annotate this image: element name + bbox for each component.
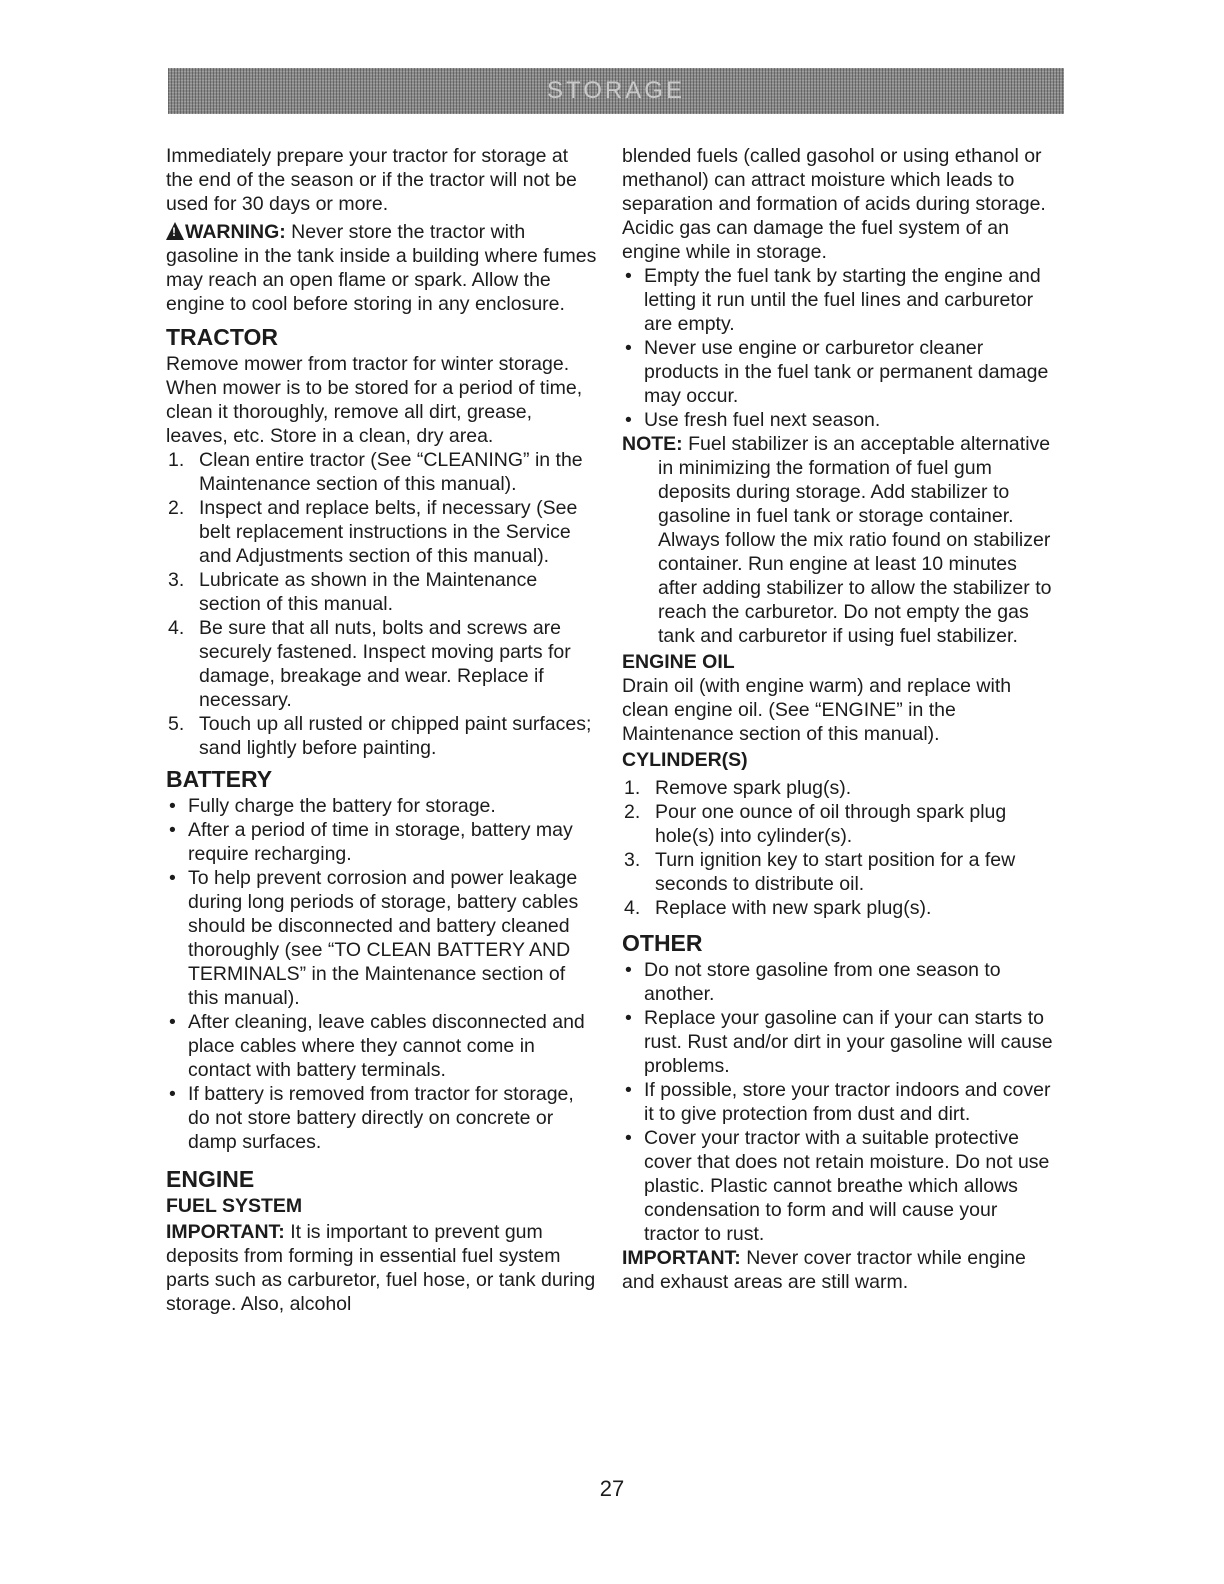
note-label: NOTE: — [622, 433, 683, 455]
tractor-steps — [166, 448, 598, 760]
list-item: 1. Remove spark plug(s). — [624, 777, 852, 799]
tractor-intro: Remove mower from tractor for winter storage. When mower is to be stored for a period of time, clean it thoroughly, remove all dirt, grease, leaves, etc. Store in a clean, dry area. — [166, 353, 583, 447]
list-item: • Replace your gasoline can if your can starts to rust. Rust and/or dirt in your gasoline will cause problems. — [625, 1007, 1053, 1077]
warning-triangle-icon — [166, 222, 184, 240]
list-item: 4. Replace with new spark plug(s). — [624, 897, 932, 919]
cylinders-heading: CYLINDER(S) — [622, 749, 748, 771]
engine-heading: ENGINE — [166, 1166, 255, 1192]
right-column — [622, 144, 1058, 1294]
cylinder-steps — [622, 776, 1058, 920]
list-item: • Never use engine or carburetor cleaner products in the fuel tank or permanent damage may occur. — [625, 337, 1049, 407]
fuel-bullets — [622, 264, 1058, 432]
fuel-important — [166, 1220, 598, 1316]
left-column — [166, 144, 598, 1316]
warning-label: WARNING: — [185, 221, 286, 243]
list-item: • Fully charge the battery for storage. — [169, 795, 496, 817]
battery-bullets — [166, 794, 598, 1154]
warning-block — [166, 220, 598, 316]
important-label: IMPORTANT: — [622, 1247, 741, 1269]
list-item: • Use fresh fuel next season. — [625, 409, 881, 431]
other-heading: OTHER — [622, 930, 703, 956]
list-item: 3. Lubricate as shown in the Maintenance section of this manual. — [168, 569, 538, 615]
tractor-heading: TRACTOR — [166, 324, 279, 350]
list-item: 2. Inspect and replace belts, if necessary (See belt replacement instructions in the Service and Adjustments section of this manual). — [168, 497, 578, 567]
list-item: • Empty the fuel tank by starting the engine and letting it run until the fuel lines and carburetor are empty. — [625, 265, 1041, 335]
other-important — [622, 1246, 1058, 1294]
storage-banner — [168, 68, 1064, 114]
list-item: 3. Turn ignition key to start position for a few seconds to distribute oil. — [624, 849, 1016, 895]
important-text: It is important to prevent gum deposits from forming in essential fuel system parts such as carburetor, fuel hose, or tank during storage. Also, alcohol — [166, 1221, 596, 1315]
other-bullets — [622, 958, 1058, 1246]
note-block — [622, 432, 1058, 648]
continued-text: blended fuels (called gasohol or using ethanol or methanol) can attract moisture which leads to separation and formation of acids during storage. Acidic gas can damage the fuel system of an engine while in storage. — [622, 145, 1046, 263]
important-text: Never cover tractor while engine and exhaust areas are still warm. — [622, 1247, 1026, 1293]
list-item: • After cleaning, leave cables disconnected and place cables where they cannot come in contact with battery terminals. — [169, 1011, 585, 1081]
list-item: 2. Pour one ounce of oil through spark plug hole(s) into cylinder(s). — [624, 801, 1007, 847]
list-item: • Cover your tractor with a suitable protective cover that does not retain moisture. Do not use plastic. Plastic cannot breathe which allows condensation to form and will cause your tractor to rust. — [625, 1127, 1050, 1245]
list-item: 4. Be sure that all nuts, bolts and screws are securely fastened. Inspect moving parts for damage, breakage and wear. Replace if necessary. — [168, 617, 571, 711]
important-label: IMPORTANT: — [166, 1221, 285, 1243]
engine-oil-text: Drain oil (with engine warm) and replace with clean engine oil. (See “ENGINE” in the Maintenance section of this manual). — [622, 675, 1012, 745]
page-number: 27 — [599, 1476, 625, 1501]
list-item: 5. Touch up all rusted or chipped paint surfaces; sand lightly before painting. — [168, 713, 592, 759]
list-item: • After a period of time in storage, battery may require recharging. — [169, 819, 573, 865]
list-item: • To help prevent corrosion and power leakage during long periods of storage, battery cables should be disconnected and battery cleaned thoroughly (see “TO CLEAN BATTERY AND TERMINALS” in the Maintenance section of this manual). — [169, 867, 579, 1009]
list-item: • Do not store gasoline from one season to another. — [625, 959, 1001, 1005]
list-item: • If battery is removed from tractor for storage, do not store battery directly on concrete or damp surfaces. — [169, 1083, 574, 1153]
note-text: Fuel stabilizer is an acceptable alternative in minimizing the formation of fuel gum deposits during storage. Add stabilizer to gasoline in fuel tank or storage container. Always follow the mix ratio found on stabilizer container. Run engine at least 10 minutes after adding stabilizer to allow the stabilizer to reach the carburetor. Do not empty the gas tank and carburetor if using fuel stabilizer. — [658, 433, 1052, 647]
fuel-system-heading: FUEL SYSTEM — [166, 1195, 303, 1217]
banner-title: STORAGE — [547, 77, 685, 104]
list-item: 1. Clean entire tractor (See “CLEANING” in the Maintenance section of this manual). — [168, 449, 583, 495]
battery-heading: BATTERY — [166, 766, 273, 792]
intro-text: Immediately prepare your tractor for storage at the end of the season or if the tractor will not be used for 30 days or more. — [166, 145, 577, 215]
engine-oil-heading: ENGINE OIL — [622, 651, 735, 673]
warning-text: Never store the tractor with gasoline in the tank inside a building where fumes may reach an open flame or spark. Allow the engine to cool before storing in any enclosure. — [166, 221, 597, 315]
list-item: • If possible, store your tractor indoors and cover it to give protection from dust and dirt. — [625, 1079, 1051, 1125]
